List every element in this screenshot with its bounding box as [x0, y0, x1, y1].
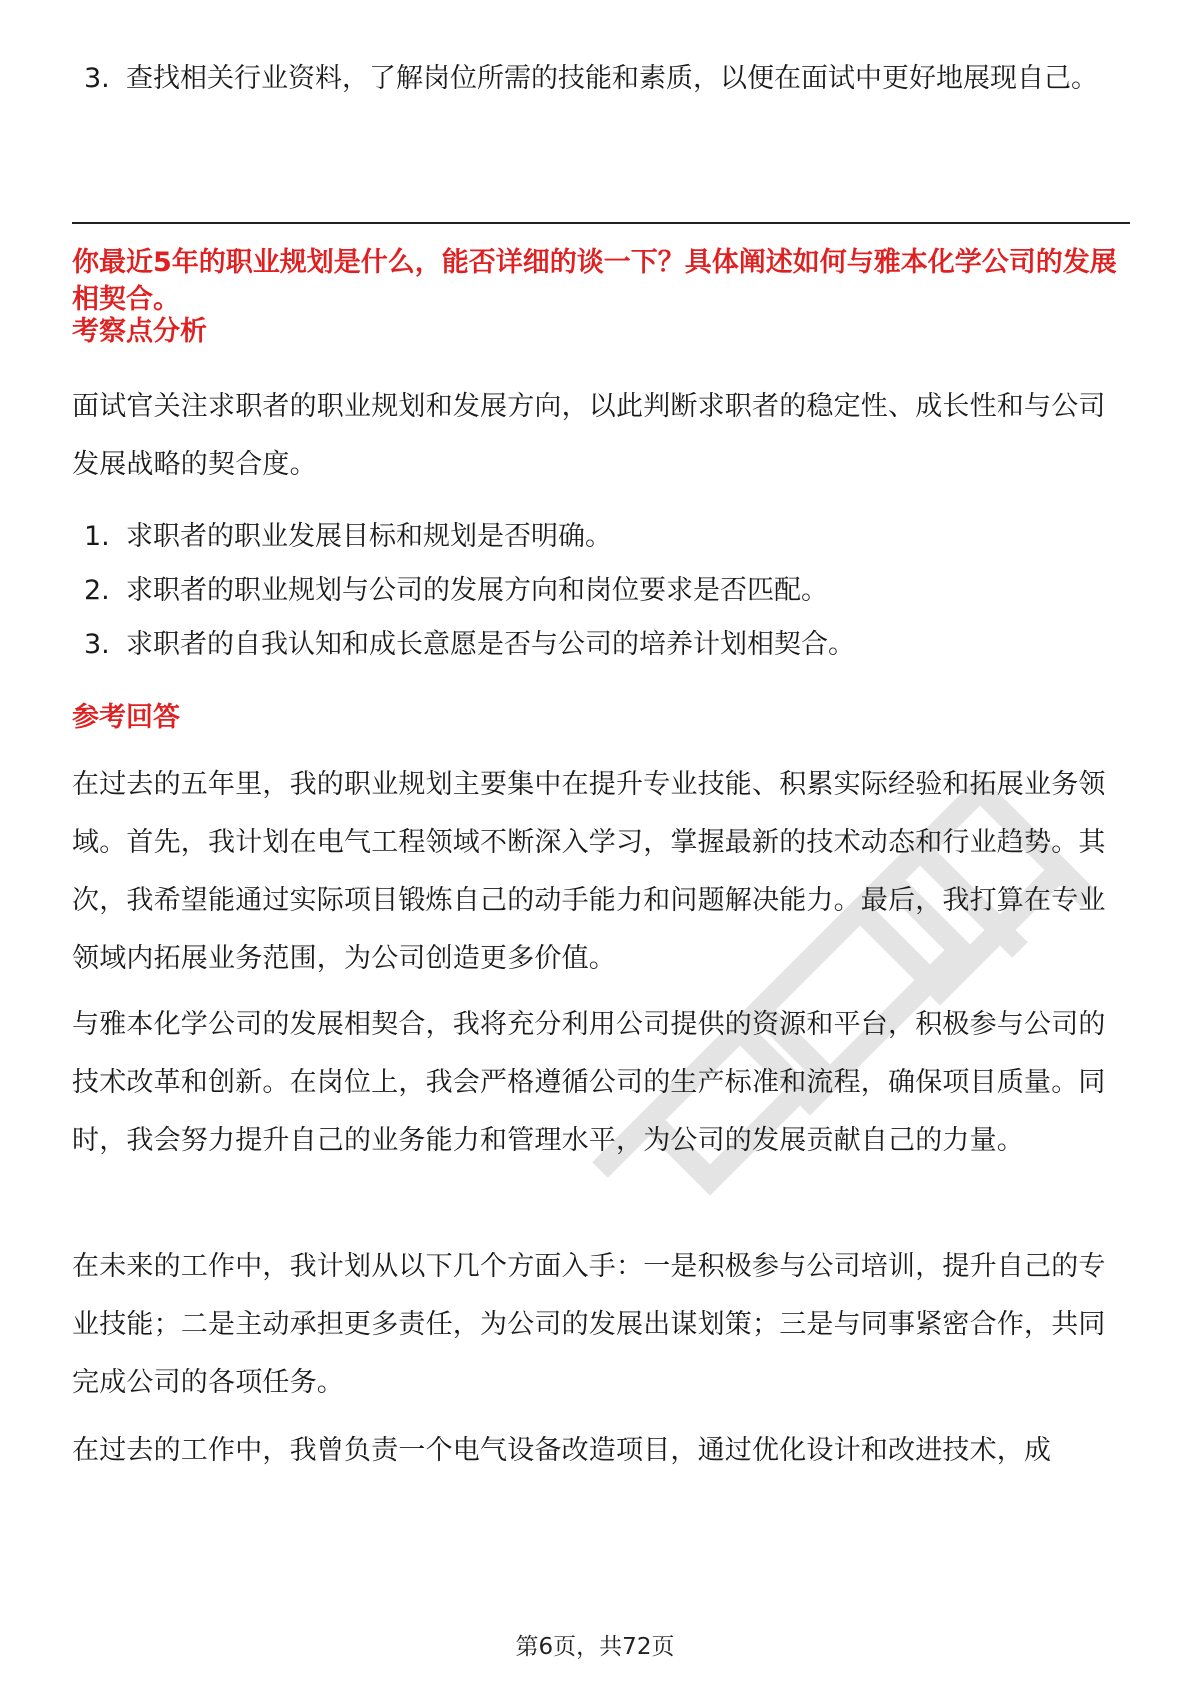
list-item — [84, 50, 1114, 108]
list-item — [84, 616, 1114, 674]
list-number: 1. — [84, 521, 110, 552]
answer-paragraph: 在未来的工作中，我计划从以下几个方面入手：一是积极参与公司培训，提升自己的专业技能；二是主动承担更多责任，为公司的发展出谋划策；三是与同事紧密合作，共同完成公司的各项任务。 — [72, 1251, 1106, 1398]
answer-paragraph: 在过去的五年里，我的职业规划主要集中在提升专业技能、积累实际经验和拓展业务领域。首先，我计划在电气工程领域不断深入学习，掌握最新的技术动态和行业趋势。其次，我希望能通过实际项目锻炼自己的动手能力和问题解决能力。最后，我打算在专业领域内拓展业务范围，为公司创造更多价值。 — [72, 769, 1106, 974]
list-item — [84, 508, 1114, 566]
analysis-heading: 考察点分析 — [72, 316, 207, 347]
list-number: 3. — [84, 63, 110, 94]
list-item — [84, 562, 1114, 620]
answer-heading: 参考回答 — [72, 702, 180, 733]
analysis-intro: 面试官关注求职者的职业规划和发展方向，以此判断求职者的稳定性、成长性和与公司发展战略的契合度。 — [72, 391, 1106, 480]
list-text: 求职者的自我认知和成长意愿是否与公司的培养计划相契合。 — [126, 629, 855, 660]
question-heading: 你最近5年的职业规划是什么，能否详细的谈一下？具体阐述如何与雅本化学公司的发展相契合。 — [72, 247, 1117, 315]
list-number: 2. — [84, 575, 110, 606]
section-divider — [72, 222, 1130, 224]
answer-paragraph: 在过去的工作中，我曾负责一个电气设备改造项目，通过优化设计和改进技术，成 — [72, 1435, 1052, 1466]
list-text: 查找相关行业资料，了解岗位所需的技能和素质，以便在面试中更好地展现自己。 — [126, 63, 1098, 94]
list-text: 求职者的职业发展目标和规划是否明确。 — [126, 521, 612, 552]
list-number: 3. — [84, 629, 110, 660]
list-text: 求职者的职业规划与公司的发展方向和岗位要求是否匹配。 — [126, 575, 828, 606]
answer-paragraph: 与雅本化学公司的发展相契合，我将充分利用公司提供的资源和平台，积极参与公司的技术改革和创新。在岗位上，我会严格遵循公司的生产标准和流程，确保项目质量。同时，我会努力提升自己的业务能力和管理水平，为公司的发展贡献自己的力量。 — [72, 1009, 1106, 1156]
page-footer: 第6页，共72页 — [515, 1634, 675, 1660]
